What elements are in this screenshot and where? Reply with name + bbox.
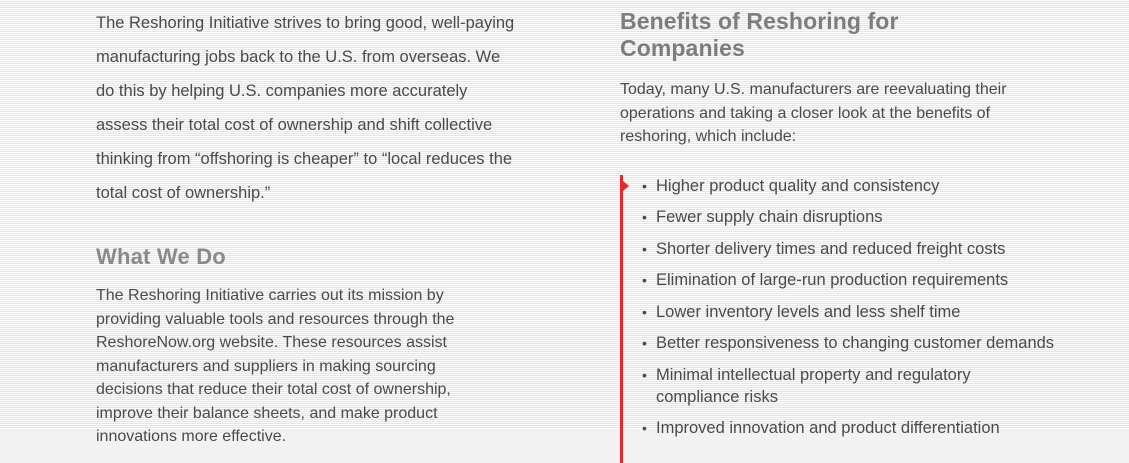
list-item: • Minimal intellectual property and regulatory compliance risks: [642, 364, 1056, 408]
list-item: • Lower inventory levels and less shelf time: [642, 301, 1056, 323]
list-item: • Fewer supply chain disruptions: [642, 206, 1056, 228]
what-we-do-heading: What We Do: [96, 244, 226, 269]
benefits-intro-paragraph: Today, many U.S. manufacturers are reevaluating their operations and taking a closer look at the benefits of reshoring, which include:: [620, 81, 1007, 145]
triangle-marker-icon: [623, 181, 629, 191]
right-column: [620, 0, 1129, 437]
list-item: • Improved innovation and product differentiation: [642, 417, 1056, 439]
benefits-heading: Benefits of Reshoring for Companies: [620, 8, 899, 61]
list-item: • Higher product quality and consistency: [642, 175, 1056, 197]
benefits-list-container: [620, 175, 1055, 440]
list-item: • Elimination of large-run production requirements: [642, 269, 1056, 291]
benefits-list: [642, 175, 1055, 440]
accent-rule: [620, 175, 623, 463]
list-item: • Shorter delivery times and reduced freight costs: [642, 238, 1056, 260]
what-we-do-paragraph: The Reshoring Initiative carries out its mission by providing valuable tools and resources through the ReshoreNow.org website. These resources assist manufacturers and suppliers in making sourcing decisions that reduce their total cost of ownership, improve their balance sheets, and make product innovations more effective.: [96, 287, 455, 445]
list-item: • Better responsiveness to changing customer demands: [642, 332, 1056, 354]
mission-paragraph: The Reshoring Initiative strives to bring good, well-paying manufacturing jobs back to the U.S. from overseas. We do this by helping U.S. companies more accurately assess their total cost of ownership and shift collective thinking from “offshoring is cheaper” to “local reduces the total cost of ownership.”: [96, 14, 515, 202]
